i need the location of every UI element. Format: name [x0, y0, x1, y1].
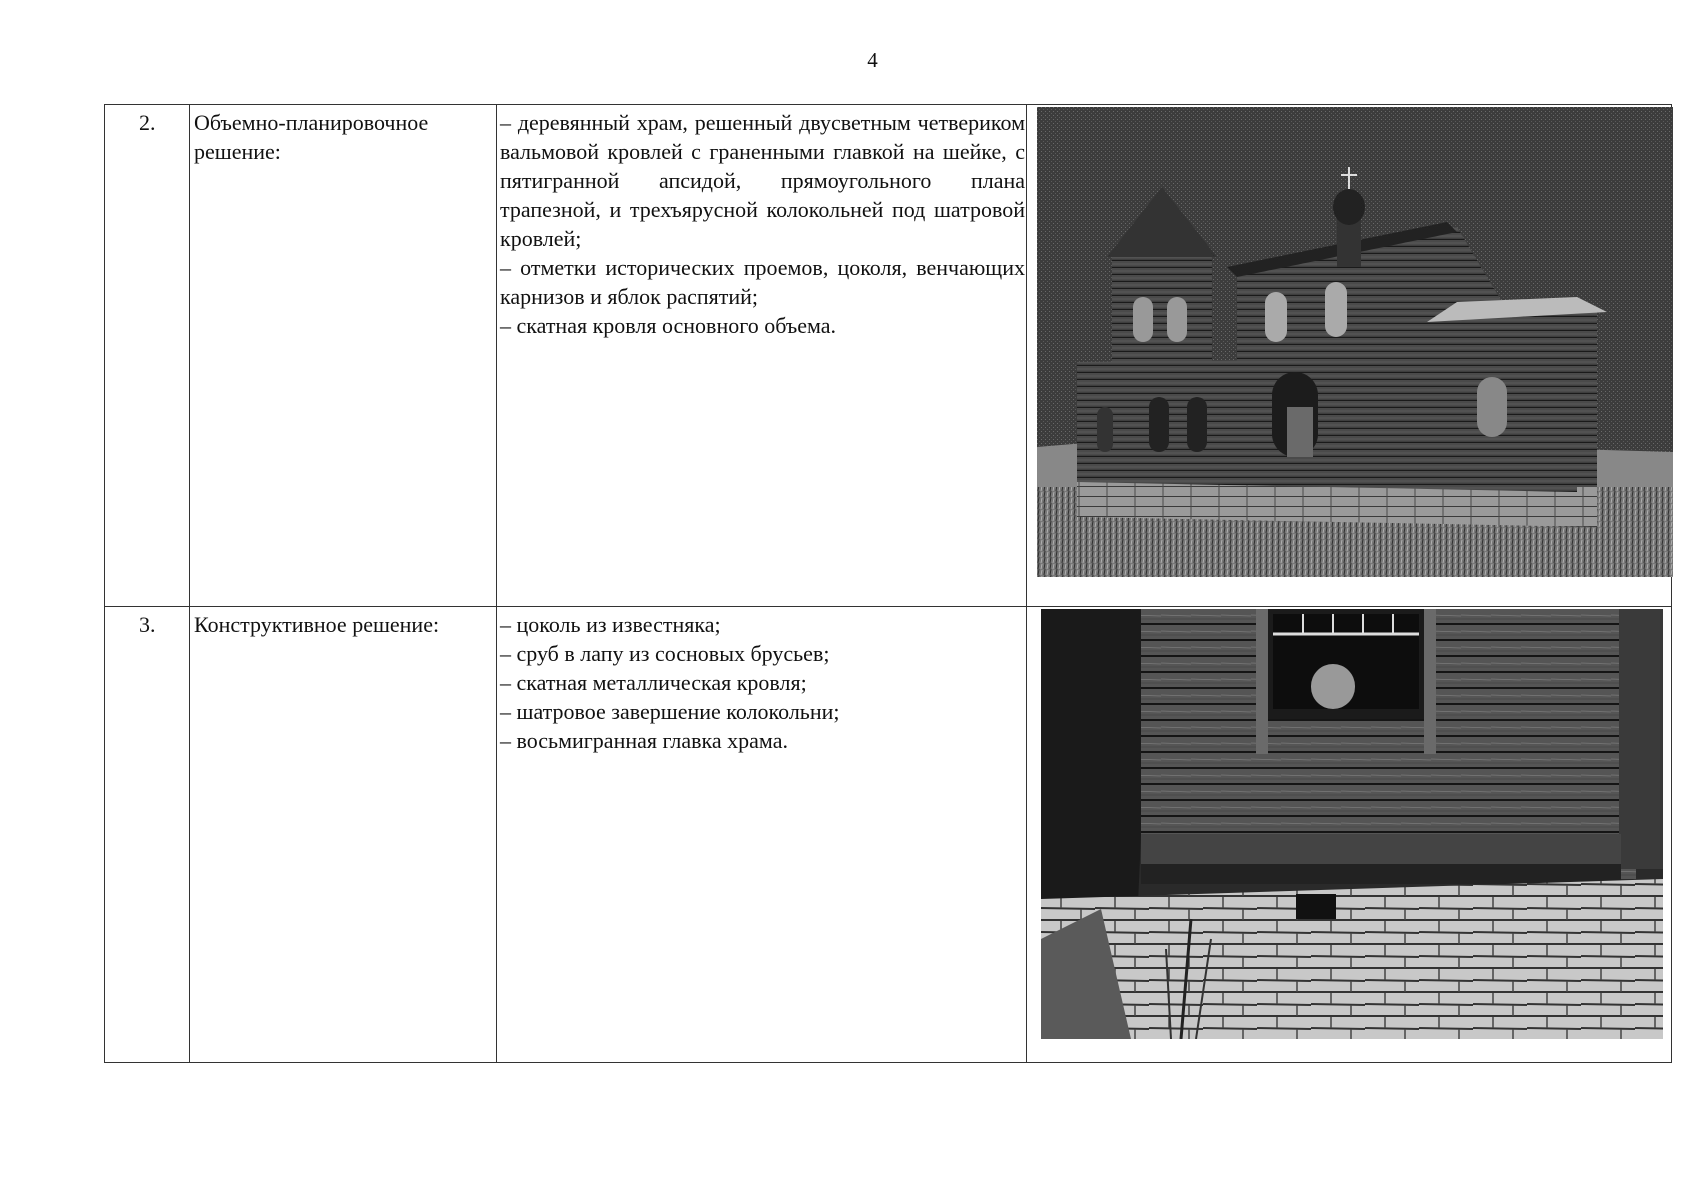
description-item: – скатная кровля основного объема.	[500, 313, 837, 338]
description-item: – отметки исторических проемов, цоколя, венчающих карнизов и яблок распятий;	[500, 255, 1025, 309]
row-description	[497, 607, 1027, 1063]
table-row	[105, 607, 1672, 1063]
table-row	[105, 105, 1672, 607]
attributes-table	[104, 104, 1672, 1063]
description-item: – цоколь из известняка;	[500, 612, 721, 637]
row-label: Конструктивное решение:	[190, 607, 497, 1063]
church-exterior-photo	[1037, 107, 1673, 577]
description-item: – сруб в лапу из сосновых брусьев;	[500, 641, 830, 666]
description-item: – шатровое завершение колокольни;	[500, 699, 840, 724]
row-number: 3.	[105, 607, 190, 1063]
log-wall-foundation-photo	[1041, 609, 1663, 1039]
description-item: – деревянный храм, решенный двусветным четвериком вальмовой кровлей с граненными главкой на шейке, с пятигранной апсидой, прямоугольного плана трапезной, и трехъярусной колокольней под шатровой кровлей;	[500, 110, 1025, 251]
description-item: – скатная металлическая кровля;	[500, 670, 807, 695]
page-number: 4	[867, 48, 878, 72]
description-item: – восьмигранная главка храма.	[500, 728, 788, 753]
photo-cell	[1027, 607, 1672, 1063]
row-number: 2.	[105, 105, 190, 607]
row-label: Объемно-планировочное решение:	[190, 105, 497, 607]
photo-cell	[1027, 105, 1672, 607]
row-description	[497, 105, 1027, 607]
